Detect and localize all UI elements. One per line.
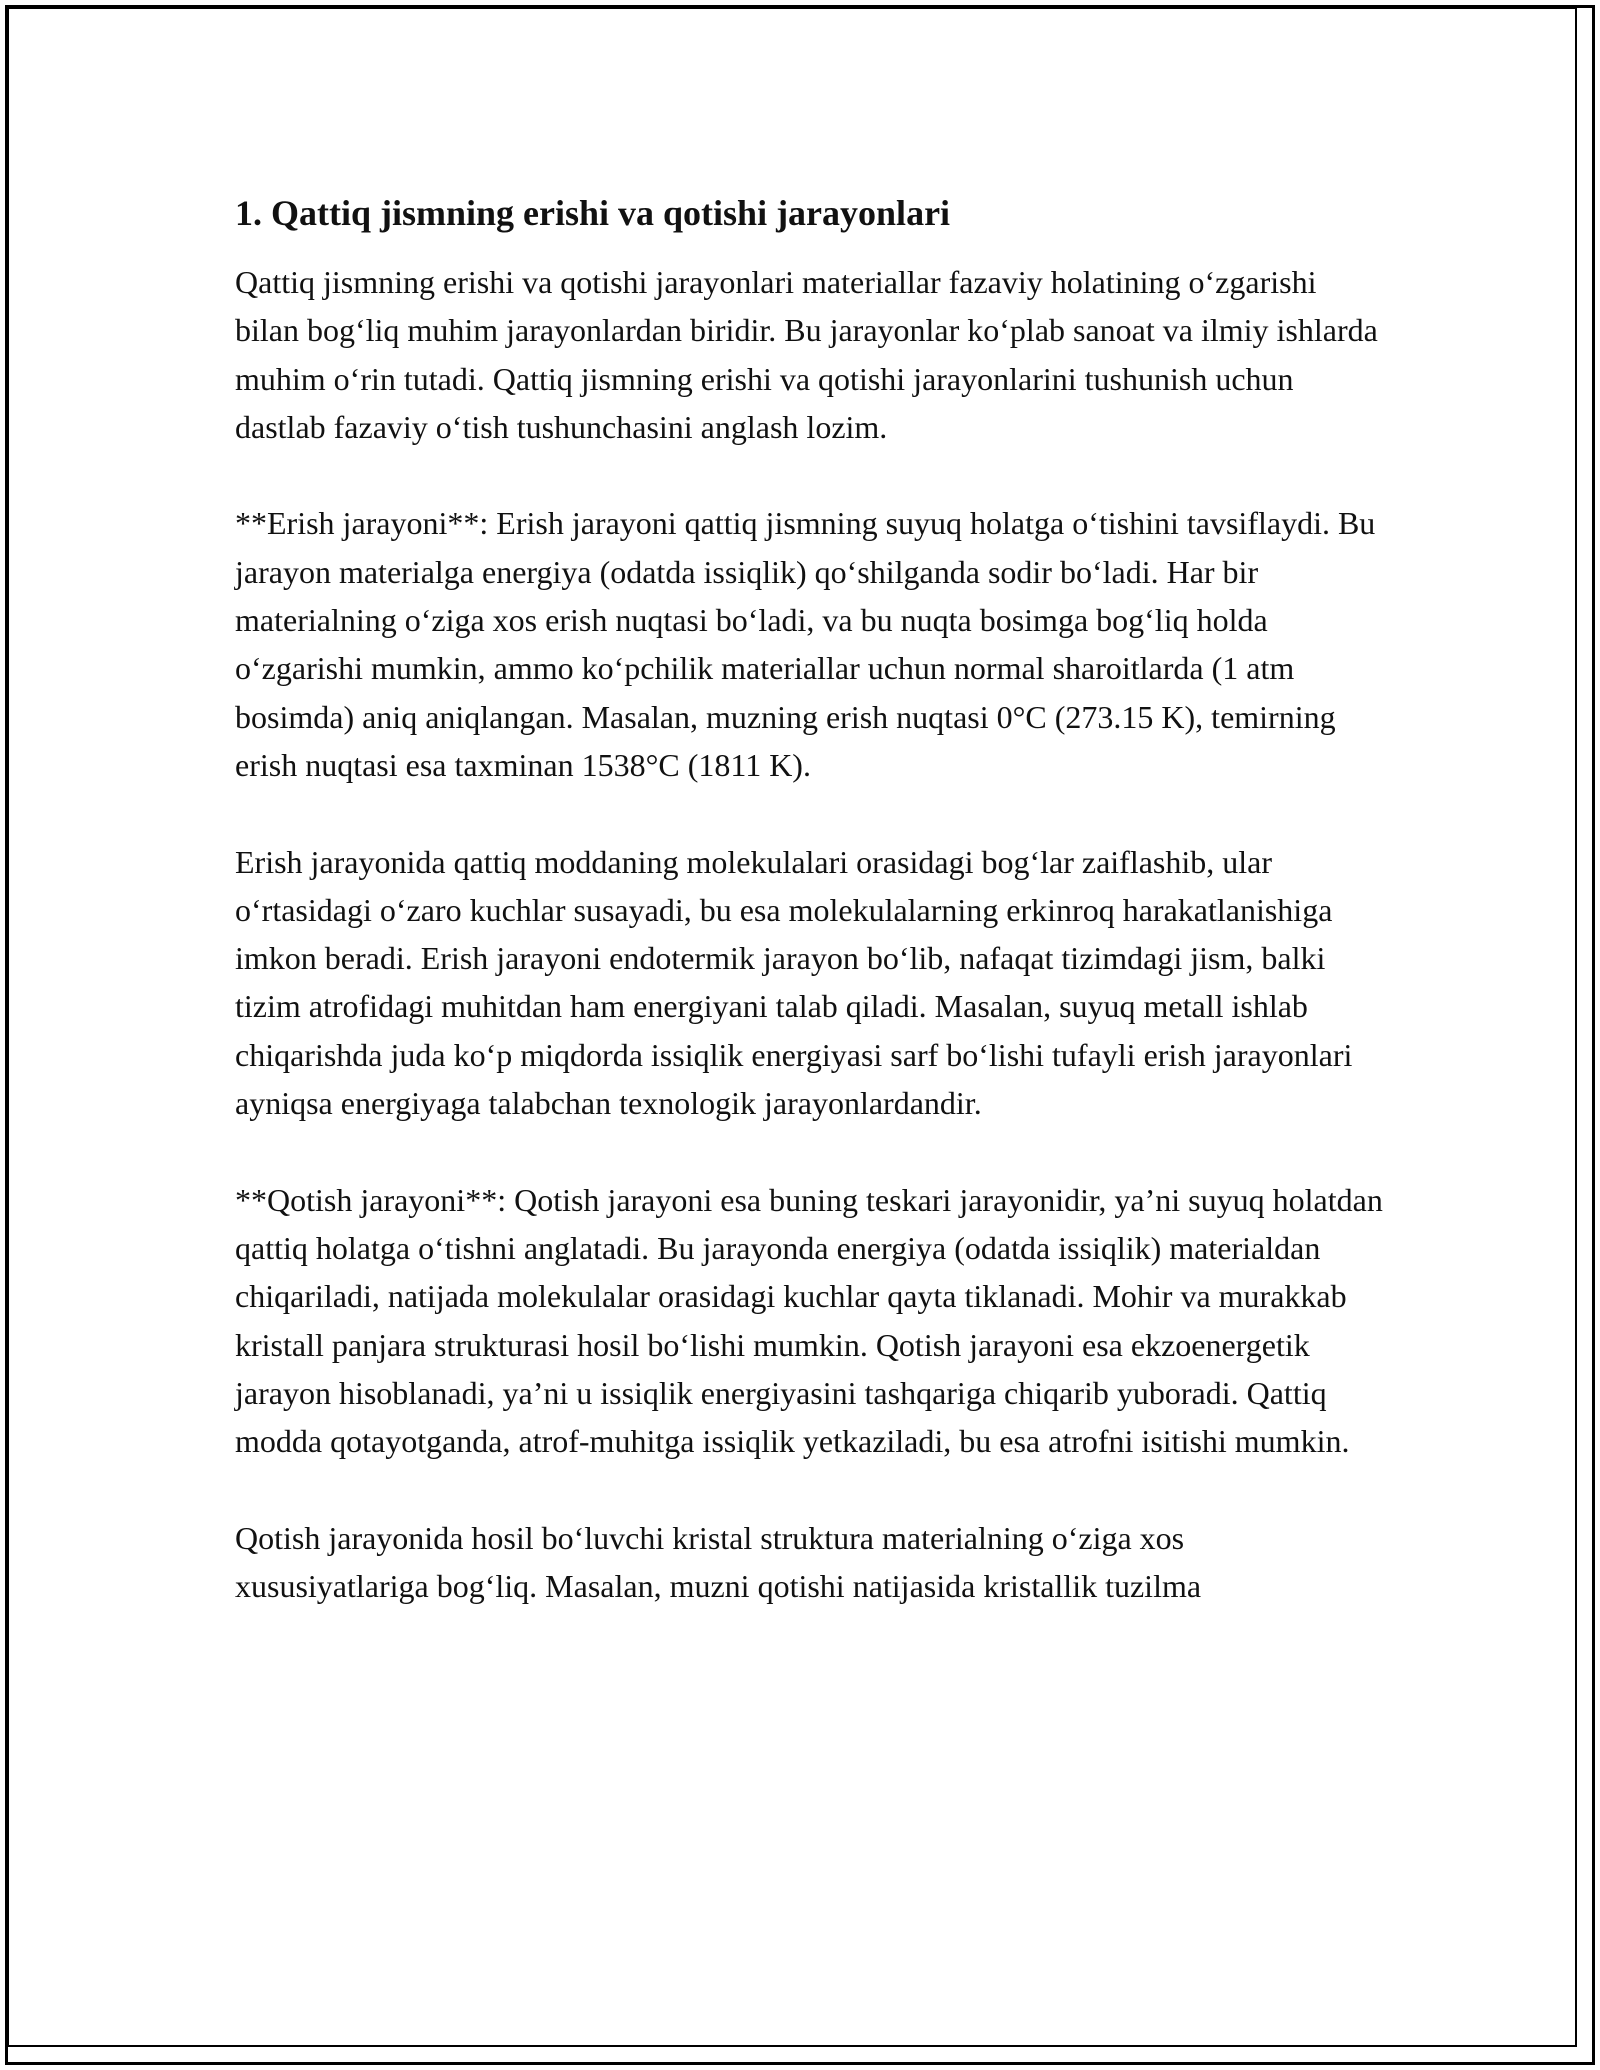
paragraph-intro: Qattiq jismning erishi va qotishi jarayonlari materiallar fazaviy holatining o‘zgarishi bilan bog‘liq muhim jarayonlardan biridir. Bu jarayonlar ko‘plab sanoat va ilmiy ishlarda muhim o‘rin tutadi. Qattiq jismning erishi va qotishi jarayonlarini tushunish uchun dastlab fazaviy o‘tish tushunchasini anglash lozim. [235, 264, 1378, 445]
paragraph-qotish-jarayoni: **Qotish jarayoni**: Qotish jarayoni esa buning teskari jarayonidir, ya’ni suyuq holatdan qattiq holatga o‘tishni anglatadi. Bu jarayonda energiya (odatda issiqlik) materialdan chiqariladi, natijada molekulalar orasidagi kuchlar qayta tiklanadi. Mohir va murakkab kristall panjara strukturasi hosil bo‘lishi mumkin. Qotish jarayoni esa ekzoenergetik jarayon hisoblanadi, ya’ni u issiqlik energiyasini tashqariga chiqarib yuboradi. Qattiq modda qotayotganda, atrof-muhitga issiqlik yetkaziladi, bu esa atrofni isitishi mumkin. [235, 1181, 1383, 1460]
paragraph-erish-jarayoni: **Erish jarayoni**: Erish jarayoni qattiq jismning suyuq holatga o‘tishini tavsiflaydi. Bu jarayon materialga energiya (odatda issiqlik) qo‘shilganda sodir bo‘ladi. Har bir materialning o‘ziga xos erish nuqtasi bo‘ladi, va bu nuqta bosimga bog‘liq holda o‘zgarishi mumkin, ammo ko‘pchilik materiallar uchun normal sharoitlarda (1 atm bosimda) aniq aniqlangan. Masalan, muzning erish nuqtasi 0°C (273.15 K), temirning erish nuqtasi esa taxminan 1538°C (1811 K). [235, 505, 1376, 783]
paragraph-kristal-struktura: Qotish jarayonida hosil bo‘luvchi kristal struktura materialning o‘ziga xos xususiyatlariga bog‘liq. Masalan, muzni qotishi natijasida kristallik tuzilma [235, 1519, 1202, 1605]
section-heading: 1. Qattiq jismning erishi va qotishi jarayonlari [235, 193, 951, 233]
document-body [235, 188, 1385, 1610]
paragraph-erish-details: Erish jarayonida qattiq moddaning molekulalari orasidagi bog‘lar zaiflashib, ular o‘rtasidagi o‘zaro kuchlar susayadi, bu esa molekulalarning erkinroq harakatlanishiga imkon beradi. Erish jarayoni endotermik jarayon bo‘lib, nafaqat tizimdagi jism, balki tizim atrofidagi muhitdan ham energiyani talab qiladi. Masalan, suyuq metall ishlab chiqarishda juda ko‘p miqdorda issiqlik energiyasi sarf bo‘lishi tufayli erish jarayonlari ayniqsa energiyaga talabchan texnologik jarayonlardandir. [235, 843, 1353, 1122]
